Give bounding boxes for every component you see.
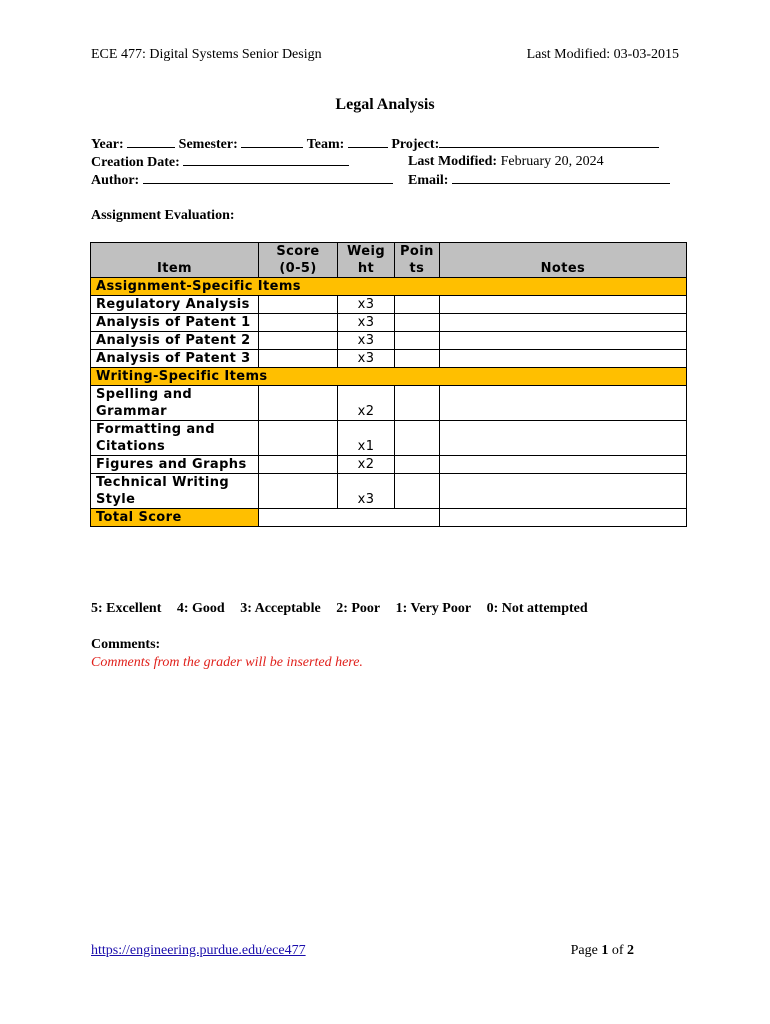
row-item: Regulatory Analysis bbox=[91, 296, 259, 314]
email-label: Email: bbox=[408, 173, 449, 188]
scale-item: 1: Very Poor bbox=[395, 601, 472, 616]
table-header-row bbox=[91, 243, 687, 278]
points-cell[interactable] bbox=[395, 296, 440, 314]
year-field[interactable] bbox=[127, 136, 175, 148]
scale-item: 3: Acceptable bbox=[240, 601, 321, 616]
points-cell[interactable] bbox=[395, 314, 440, 332]
notes-cell[interactable] bbox=[439, 296, 686, 314]
row-item: Technical Writing Style bbox=[91, 474, 259, 509]
points-cell[interactable] bbox=[395, 456, 440, 474]
last-modified-value: February 20, 2024 bbox=[500, 154, 604, 169]
weight-cell: x3 bbox=[338, 474, 395, 509]
table-row bbox=[91, 314, 687, 332]
rating-scale bbox=[91, 601, 600, 617]
comments-heading: Comments: bbox=[91, 637, 161, 652]
footer-link[interactable]: https://engineering.purdue.edu/ece477 bbox=[91, 943, 306, 958]
row-item: Figures and Graphs bbox=[91, 456, 259, 474]
author-field[interactable] bbox=[143, 172, 393, 184]
page-total: 2 bbox=[627, 943, 634, 958]
form-last-modified bbox=[408, 154, 604, 170]
comments-text[interactable]: Comments from the grader will be inserted here. bbox=[91, 655, 363, 670]
table-row bbox=[91, 332, 687, 350]
form-line-2 bbox=[91, 154, 349, 171]
row-item: Analysis of Patent 3 bbox=[91, 350, 259, 368]
assignment-evaluation-heading: Assignment Evaluation: bbox=[91, 208, 235, 223]
score-cell[interactable] bbox=[259, 421, 338, 456]
header-weight: Weig ht bbox=[338, 243, 395, 278]
notes-cell[interactable] bbox=[439, 332, 686, 350]
total-score-cell[interactable] bbox=[259, 509, 440, 527]
team-label: Team: bbox=[306, 137, 345, 152]
score-cell[interactable] bbox=[259, 474, 338, 509]
weight-cell: x2 bbox=[338, 456, 395, 474]
project-label: Project: bbox=[391, 137, 440, 152]
header-notes: Notes bbox=[439, 243, 686, 278]
section-row-assignment bbox=[91, 278, 687, 296]
points-cell[interactable] bbox=[395, 332, 440, 350]
year-label: Year: bbox=[91, 137, 124, 152]
header-score: Score (0-5) bbox=[259, 243, 338, 278]
page-of: of bbox=[608, 943, 627, 958]
weight-cell: x2 bbox=[338, 386, 395, 421]
evaluation-table bbox=[90, 242, 687, 527]
weight-cell: x3 bbox=[338, 296, 395, 314]
score-cell[interactable] bbox=[259, 314, 338, 332]
scale-item: 2: Poor bbox=[336, 601, 381, 616]
section-row-writing bbox=[91, 368, 687, 386]
points-cell[interactable] bbox=[395, 421, 440, 456]
header-last-modified: Last Modified: 03-03-2015 bbox=[526, 47, 679, 62]
team-field[interactable] bbox=[348, 136, 388, 148]
notes-cell[interactable] bbox=[439, 350, 686, 368]
points-cell[interactable] bbox=[395, 474, 440, 509]
form-line-1 bbox=[91, 136, 659, 153]
notes-cell[interactable] bbox=[439, 314, 686, 332]
creation-date-field[interactable] bbox=[183, 154, 349, 166]
table-row bbox=[91, 421, 687, 456]
page-current: 1 bbox=[601, 943, 609, 958]
header-item: Item bbox=[91, 243, 259, 278]
notes-cell[interactable] bbox=[439, 421, 686, 456]
score-cell[interactable] bbox=[259, 456, 338, 474]
form-line-3 bbox=[91, 172, 393, 189]
points-cell[interactable] bbox=[395, 386, 440, 421]
weight-cell: x3 bbox=[338, 314, 395, 332]
weight-cell: x3 bbox=[338, 332, 395, 350]
section-label: Assignment-Specific Items bbox=[91, 278, 687, 296]
semester-label: Semester: bbox=[178, 137, 238, 152]
scale-item: 0: Not attempted bbox=[486, 601, 588, 616]
table-row bbox=[91, 296, 687, 314]
weight-cell: x3 bbox=[338, 350, 395, 368]
points-cell[interactable] bbox=[395, 350, 440, 368]
row-item: Analysis of Patent 1 bbox=[91, 314, 259, 332]
table-row bbox=[91, 456, 687, 474]
table-row bbox=[91, 386, 687, 421]
page-number bbox=[571, 943, 634, 959]
total-row bbox=[91, 509, 687, 527]
table-row bbox=[91, 350, 687, 368]
email-field[interactable] bbox=[452, 172, 670, 184]
weight-cell: x1 bbox=[338, 421, 395, 456]
notes-cell[interactable] bbox=[439, 456, 686, 474]
page-prefix: Page bbox=[570, 943, 602, 958]
header-points: Poin ts bbox=[395, 243, 440, 278]
header-course: ECE 477: Digital Systems Senior Design bbox=[91, 47, 322, 62]
score-cell[interactable] bbox=[259, 350, 338, 368]
scale-item: 5: Excellent bbox=[91, 601, 162, 616]
notes-cell[interactable] bbox=[439, 386, 686, 421]
total-notes-cell[interactable] bbox=[439, 509, 686, 527]
row-item: Analysis of Patent 2 bbox=[91, 332, 259, 350]
section-label: Writing-Specific Items bbox=[91, 368, 687, 386]
score-cell[interactable] bbox=[259, 332, 338, 350]
notes-cell[interactable] bbox=[439, 474, 686, 509]
last-modified-label: Last Modified: bbox=[408, 154, 498, 169]
row-item: Spelling and Grammar bbox=[91, 386, 259, 421]
semester-field[interactable] bbox=[241, 136, 303, 148]
row-item: Formatting and Citations bbox=[91, 421, 259, 456]
page-title: Legal Analysis bbox=[335, 96, 435, 113]
form-email bbox=[408, 172, 670, 189]
table-row bbox=[91, 474, 687, 509]
project-field[interactable] bbox=[439, 136, 659, 148]
score-cell[interactable] bbox=[259, 386, 338, 421]
score-cell[interactable] bbox=[259, 296, 338, 314]
total-label: Total Score bbox=[91, 509, 259, 527]
creation-date-label: Creation Date: bbox=[91, 155, 180, 170]
author-label: Author: bbox=[91, 173, 140, 188]
scale-item: 4: Good bbox=[176, 601, 225, 616]
